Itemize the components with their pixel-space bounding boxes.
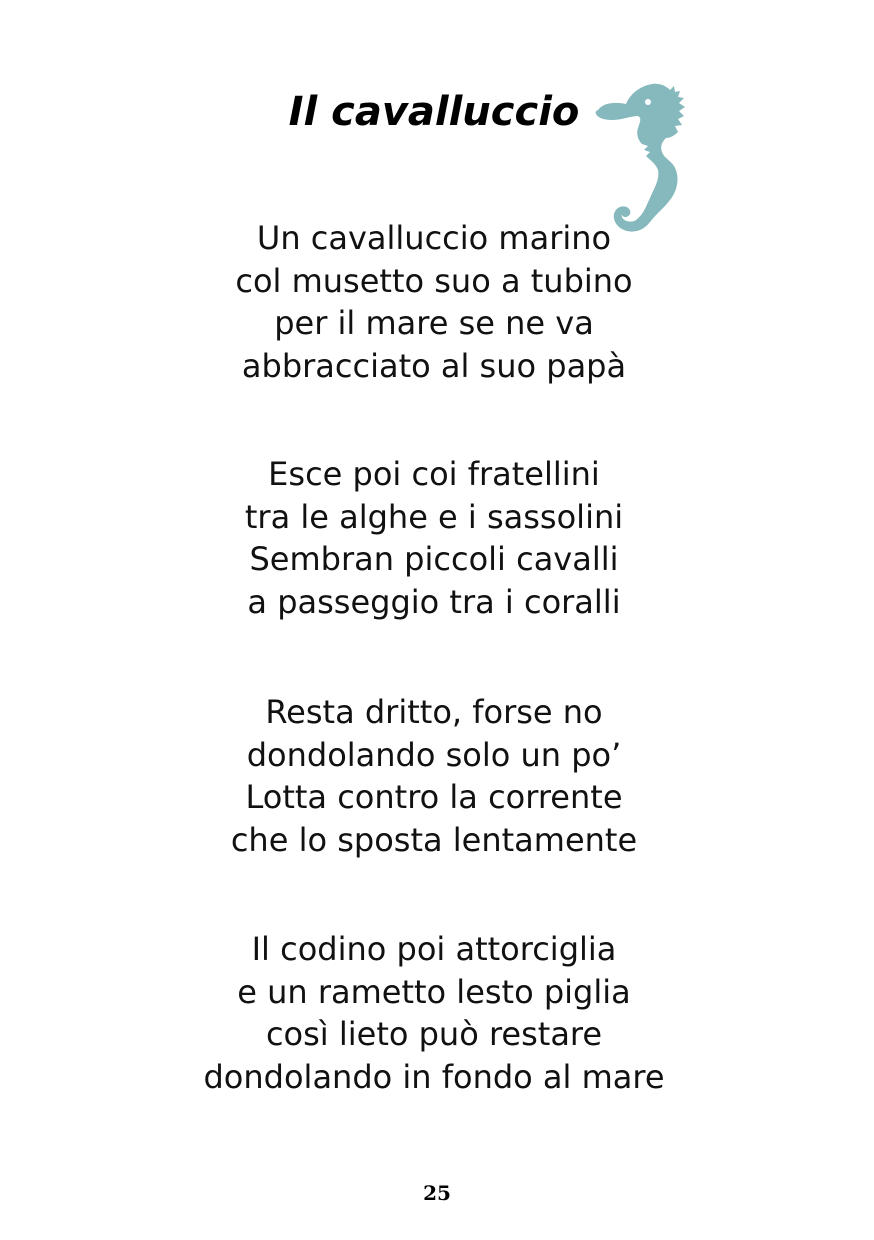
poem-title: Il cavalluccio bbox=[288, 89, 580, 135]
stanza bbox=[0, 691, 868, 861]
poem-line: tra le alghe e i sassolini bbox=[244, 497, 624, 536]
stanza bbox=[0, 217, 868, 387]
poem-line: Un cavalluccio marino bbox=[256, 219, 612, 257]
poem-line: col musetto suo a tubino bbox=[235, 261, 633, 300]
poem-line: e un rametto lesto piglia bbox=[237, 972, 631, 1011]
poem-line: abbracciato al suo papà bbox=[241, 346, 627, 385]
poem-line: dondolando solo un po’ bbox=[246, 735, 622, 774]
poem-line: così lieto può restare bbox=[265, 1015, 603, 1053]
seahorse-icon bbox=[590, 80, 690, 240]
poem-line: che lo sposta lentamente bbox=[230, 820, 638, 859]
poem-line: a passeggio tra i coralli bbox=[247, 582, 621, 621]
stanza bbox=[0, 453, 868, 623]
poem-line: Resta dritto, forse no bbox=[265, 693, 603, 731]
poem-line: Lotta contro la corrente bbox=[245, 778, 623, 816]
poem-line: Il codino poi attorciglia bbox=[251, 930, 617, 968]
poem-line: Esce poi coi fratellini bbox=[268, 455, 600, 493]
page-number: 25 bbox=[423, 1181, 451, 1205]
poem-line: per il mare se ne va bbox=[274, 304, 594, 342]
poem-line: dondolando in fondo al mare bbox=[203, 1057, 665, 1096]
stanza bbox=[0, 928, 868, 1098]
poem-line: Sembran piccoli cavalli bbox=[249, 540, 619, 578]
